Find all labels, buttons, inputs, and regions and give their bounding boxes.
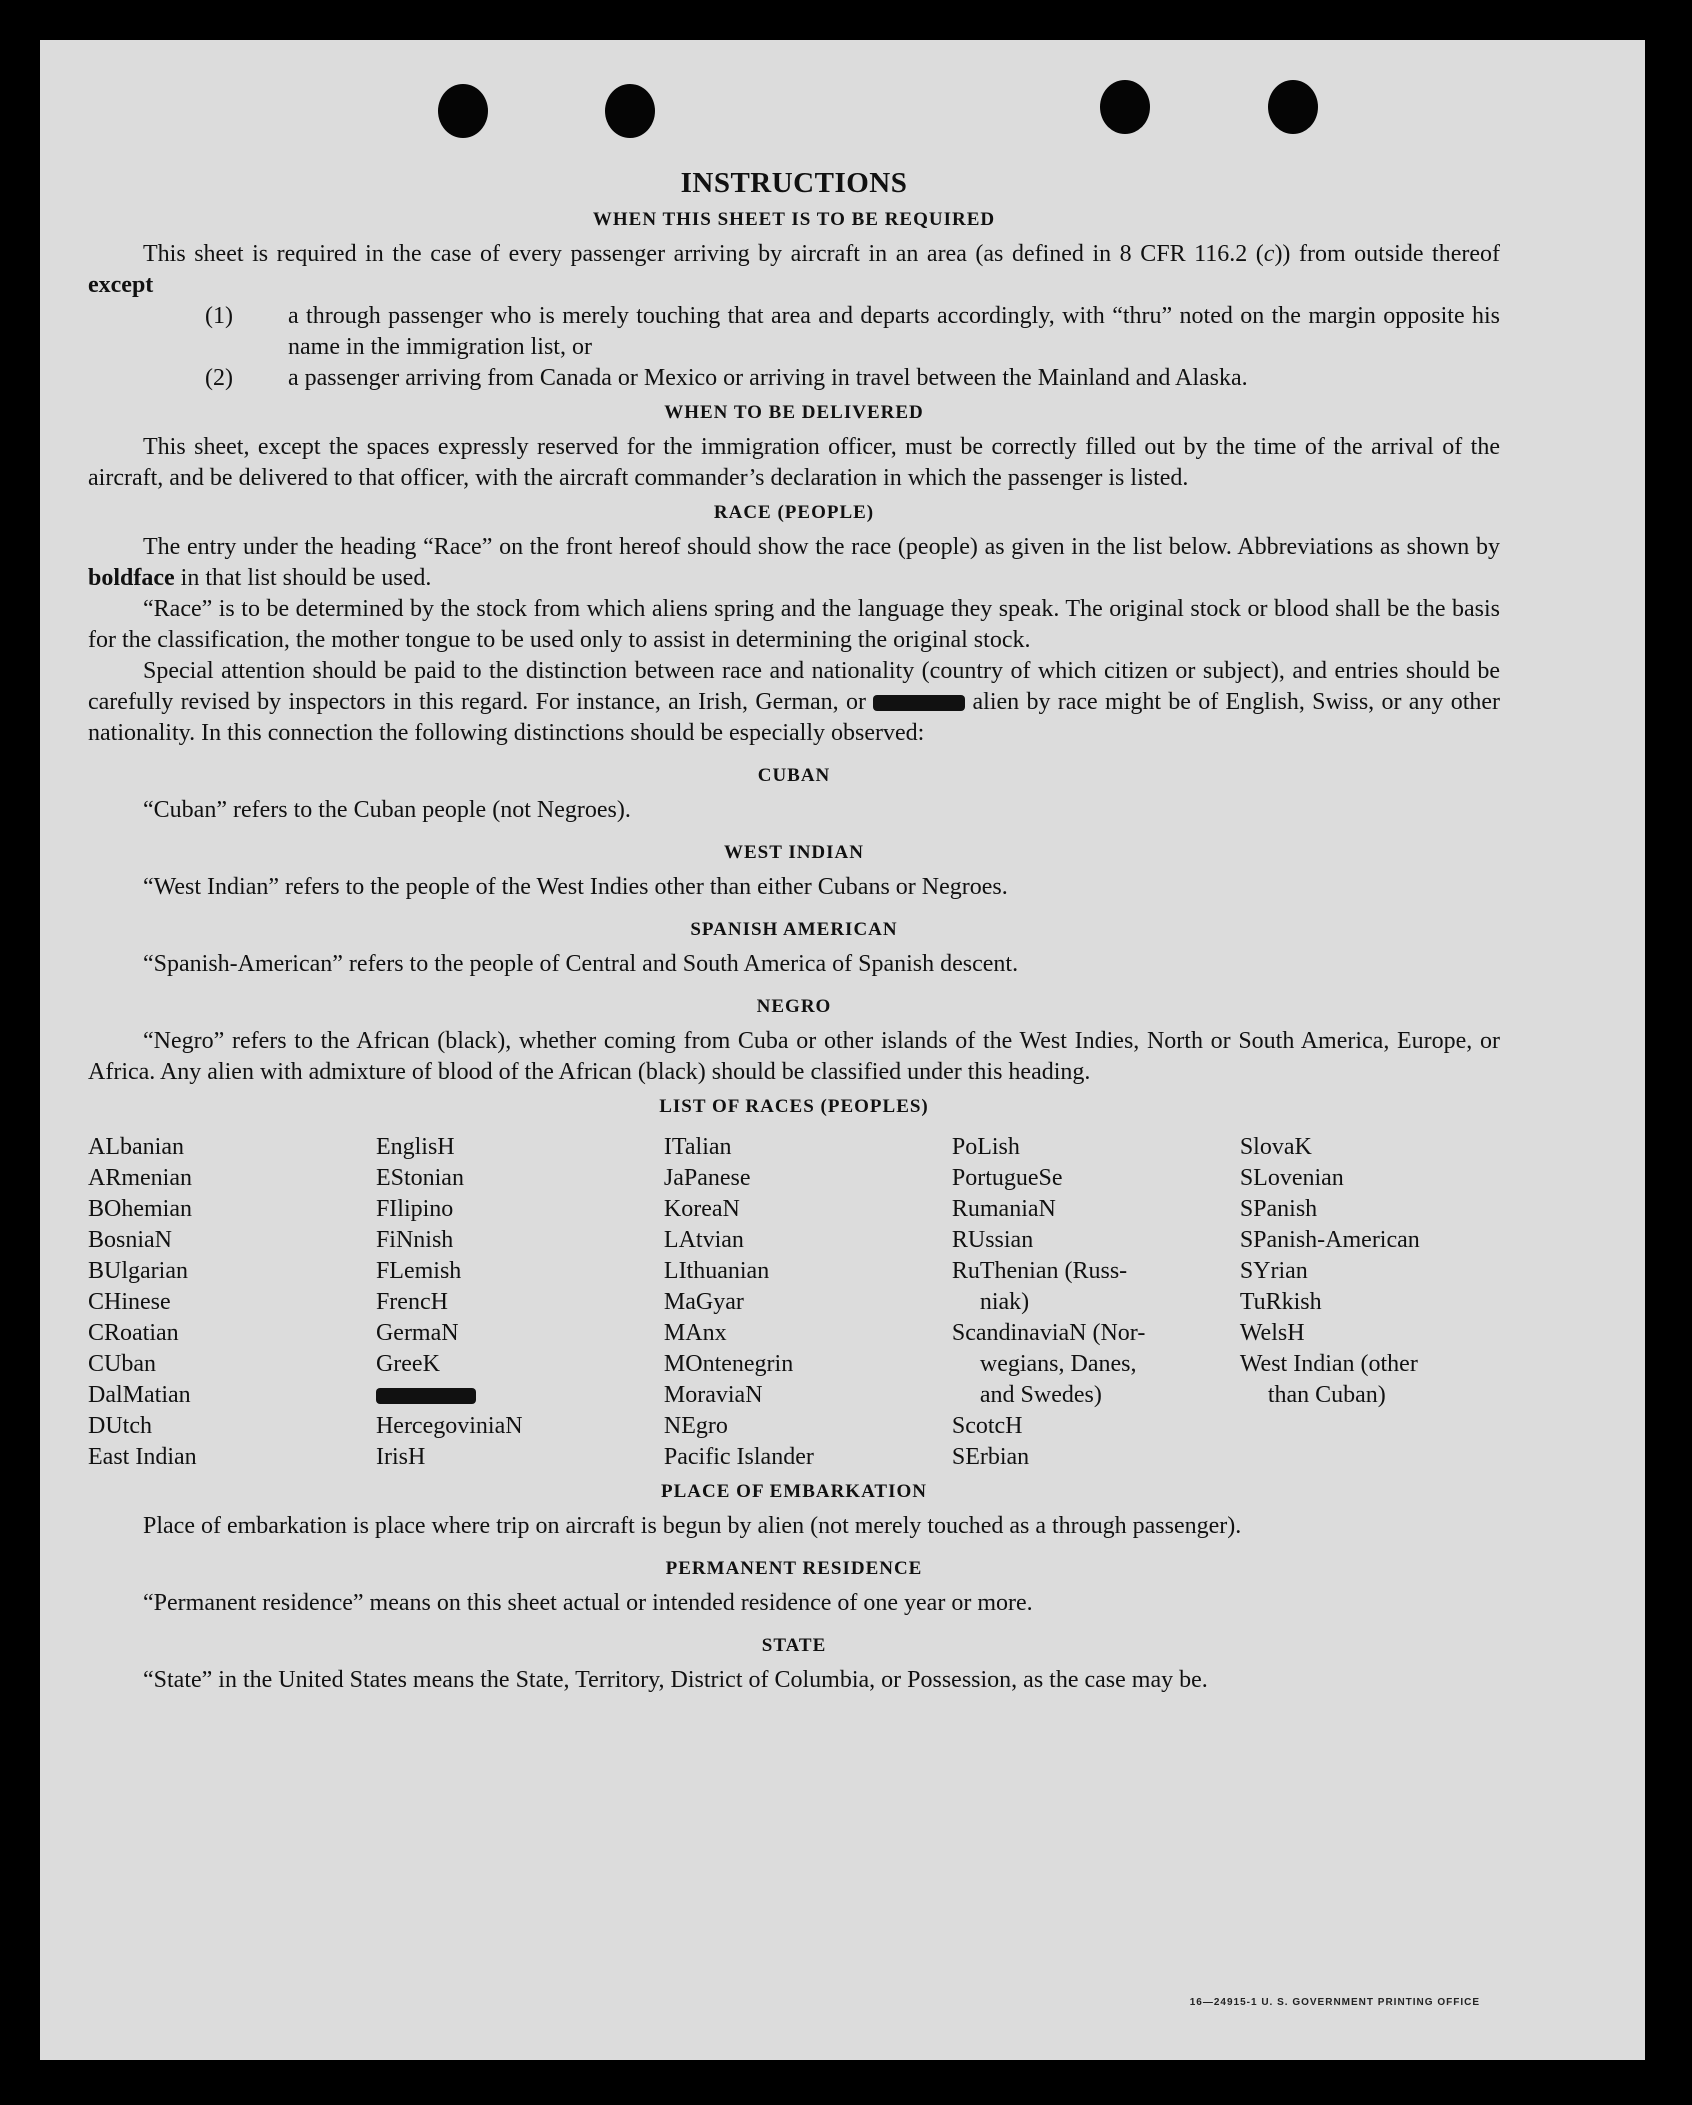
heading-spanish-american: SPANISH AMERICAN — [690, 919, 898, 940]
printing-office-code: 16—24915-1 U. S. GOVERNMENT PRINTING OFFICE — [1189, 1997, 1480, 2008]
list-item — [88, 301, 1500, 363]
heading-permanent-residence: PERMANENT RESIDENCE — [665, 1558, 923, 1579]
race-entry: SPanish — [1239, 1196, 1318, 1222]
race-entry: SlovaK — [1239, 1134, 1312, 1160]
document-page — [40, 40, 1645, 2060]
race-entry: BUlgarian — [88, 1258, 188, 1284]
race-entry: MAnx — [663, 1320, 727, 1346]
item-number: (2) — [205, 365, 233, 391]
negro-text: “Negro” refers to the African (black), whether coming from Cuba or other islands of the West Indies, North or South America, Europe, or Africa. Any alien with admixture of blood of the African (black) should be classified under this heading. — [88, 1028, 1500, 1085]
state-text: “State” in the United States means the State, Territory, District of Columbia, or Possession, as the case may be. — [143, 1667, 1208, 1693]
race-entry: ScotcH — [951, 1413, 1023, 1439]
race-text: Special attention should be paid to the distinction between race and nationality (country of which citizen or subject), and entries should be carefully revised by inspectors in this regard. For instance, an Irish, German, or — [88, 658, 1500, 715]
item-text: a passenger arriving from Canada or Mexico or arriving in travel between the Mainland and Alaska. — [288, 365, 1248, 391]
race-entry: LAtvian — [663, 1227, 744, 1253]
race-entry: RUssian — [951, 1227, 1034, 1253]
race-entry: CRoatian — [88, 1320, 179, 1346]
race-entry-continued: niak) — [979, 1289, 1030, 1315]
heading-cuban: CUBAN — [757, 765, 831, 786]
heading-list-of-races: LIST OF RACES (PEOPLES) — [659, 1096, 929, 1117]
race-entry: GreeK — [375, 1351, 440, 1377]
race-entry: PoLish — [951, 1134, 1020, 1160]
race-entry: SYrian — [1239, 1258, 1308, 1284]
item-text: a through passenger who is merely touching that area and departs accordingly, with “thru” noted on the margin opposite his name in the immigration list, or — [288, 303, 1500, 360]
races-column — [664, 1132, 952, 1473]
embarkation-text: Place of embarkation is place where trip on aircraft is begun by alien (not merely touched as a through passenger). — [143, 1513, 1242, 1539]
race-entry: JaPanese — [663, 1165, 751, 1191]
race-entry: East Indian — [88, 1444, 197, 1470]
when-required-intro — [88, 239, 1500, 301]
races-column — [1240, 1132, 1500, 1473]
race-entry: NEgro — [663, 1413, 728, 1439]
race-paragraph — [88, 532, 1500, 594]
race-entry: West Indian (other — [1239, 1351, 1418, 1377]
race-entry: PortugueSe — [951, 1165, 1063, 1191]
race-entry: ALbanian — [88, 1134, 184, 1160]
race-entry: FIlipino — [375, 1196, 454, 1222]
race-entry-continued: than Cuban) — [1267, 1382, 1386, 1408]
race-entry: FrencH — [375, 1289, 448, 1315]
heading-race: RACE (PEOPLE) — [713, 502, 875, 523]
punch-hole — [1268, 80, 1318, 134]
race-paragraph: “Race” is to be determined by the stock from which aliens spring and the language they speak. The original stock or blood shall be the basis for the classification, the mother tongue to be used only to assist in determining the original stock. — [88, 596, 1500, 653]
race-entry: RumaniaN — [951, 1196, 1056, 1222]
page-title: INSTRUCTIONS — [680, 167, 908, 199]
when-delivered-text: This sheet, except the spaces expressly reserved for the immigration officer, must be correctly filled out by the time of the arrival of the aircraft, and be delivered to that officer, with the aircraft commander’s declaration in which the passenger is listed. — [88, 434, 1500, 491]
race-entry: DUtch — [88, 1413, 152, 1439]
race-entry: KoreaN — [663, 1196, 740, 1222]
race-paragraph — [88, 656, 1500, 749]
heading-west-indian: WEST INDIAN — [724, 842, 864, 863]
redaction-mark — [376, 1388, 476, 1404]
intro-paragraph-letter: c — [1263, 241, 1275, 267]
race-entry: HercegoviniaN — [375, 1413, 523, 1439]
race-entry: Pacific Islander — [663, 1444, 814, 1470]
race-entry: ITalian — [663, 1134, 732, 1160]
race-entry: GermaN — [375, 1320, 459, 1346]
race-entry: ScandinaviaN (Nor- — [951, 1320, 1146, 1346]
race-entry: SErbian — [951, 1444, 1030, 1470]
races-column — [952, 1132, 1240, 1473]
race-entry: FiNnish — [375, 1227, 454, 1253]
spanish-american-text: “Spanish-American” refers to the people of Central and South America of Spanish descent. — [143, 951, 1019, 977]
race-entry: FLemish — [375, 1258, 462, 1284]
race-entry: EnglisH — [375, 1134, 455, 1160]
race-entry: MOntenegrin — [663, 1351, 794, 1377]
punch-hole — [605, 84, 655, 138]
heading-negro: NEGRO — [756, 996, 832, 1017]
race-entry: RuThenian (Russ- — [951, 1258, 1128, 1284]
race-entry: MaGyar — [663, 1289, 744, 1315]
race-entry: SLovenian — [1239, 1165, 1344, 1191]
race-entry: ARmenian — [88, 1165, 192, 1191]
race-text: alien by race might be of English, Swiss, or any other nationality. In this connection the following distinctions should be especially observed: — [88, 689, 1501, 746]
list-item — [88, 363, 1500, 394]
race-entry: TuRkish — [1239, 1289, 1322, 1315]
race-entry: SPanish-American — [1239, 1227, 1420, 1253]
intro-text: This sheet is required in the case of every passenger arriving by aircraft in an area (as defined in 8 CFR 116.2 ( — [143, 241, 1264, 267]
intro-text: )) from outside thereof — [1274, 241, 1500, 267]
cuban-text: “Cuban” refers to the Cuban people (not Negroes). — [143, 797, 631, 823]
race-text: The entry under the heading “Race” on the front hereof should show the race (people) as given in the list below. Abbreviations as shown by — [143, 534, 1500, 560]
race-entry: IrisH — [375, 1444, 426, 1470]
race-entry-continued: and Swedes) — [979, 1382, 1102, 1408]
race-entry: BosniaN — [88, 1227, 172, 1253]
race-entry: MoraviaN — [663, 1382, 763, 1408]
heading-when-required: WHEN THIS SHEET IS TO BE REQUIRED — [592, 209, 996, 230]
punch-hole — [438, 84, 488, 138]
west-indian-text: “West Indian” refers to the people of the West Indies other than either Cubans or Negroes. — [143, 874, 1008, 900]
races-table — [88, 1132, 1500, 1473]
race-entry: CHinese — [88, 1289, 171, 1315]
race-entry: WelsH — [1239, 1320, 1305, 1346]
race-entry-continued: wegians, Danes, — [979, 1351, 1137, 1377]
race-entry: BOhemian — [88, 1196, 192, 1222]
heading-when-delivered: WHEN TO BE DELIVERED — [664, 402, 924, 423]
race-entry: DalMatian — [88, 1382, 191, 1408]
punch-hole — [1100, 80, 1150, 134]
races-column — [376, 1132, 664, 1473]
race-text-bold: boldface — [88, 565, 175, 591]
races-column — [88, 1132, 376, 1473]
redaction-mark — [873, 695, 965, 711]
intro-except: except — [88, 272, 154, 298]
race-entry: EStonian — [375, 1165, 464, 1191]
race-text: in that list should be used. — [174, 565, 432, 591]
heading-embarkation: PLACE OF EMBARKATION — [661, 1481, 927, 1502]
heading-state: STATE — [761, 1635, 827, 1656]
race-entry-redacted — [376, 1380, 664, 1411]
race-entry: LIthuanian — [663, 1258, 770, 1284]
exception-list — [88, 301, 1500, 394]
instructions-body — [88, 165, 1500, 1696]
race-entry: CUban — [88, 1351, 156, 1377]
item-number: (1) — [205, 303, 233, 329]
permanent-residence-text: “Permanent residence” means on this sheet actual or intended residence of one year or more. — [143, 1590, 1033, 1616]
